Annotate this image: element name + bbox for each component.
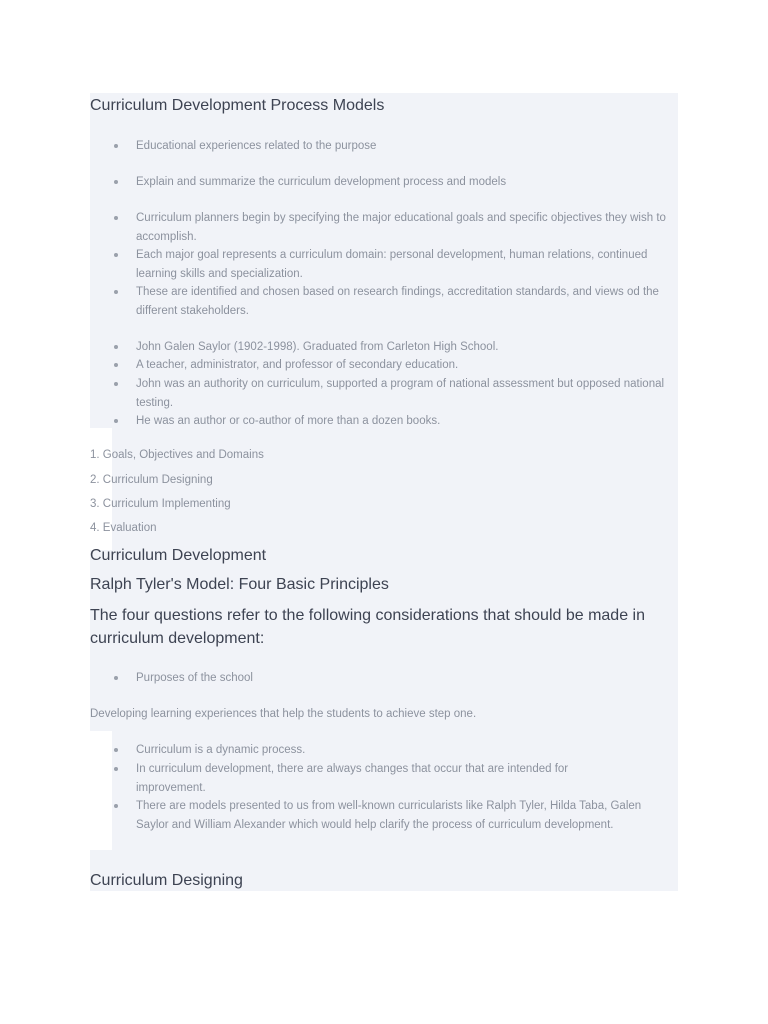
bullet-dot — [114, 345, 118, 349]
bullet-dot — [114, 144, 118, 148]
list-item: John Galen Saylor (1902-1998). Graduated from Carleton High School. — [136, 341, 499, 353]
bullet-dot — [114, 419, 118, 423]
list-item: Explain and summarize the curriculum development process and models — [136, 176, 507, 188]
subtitle-tyler-model: Ralph Tyler's Model: Four Basic Principles — [90, 576, 389, 593]
section-title-curriculum-designing: Curriculum Designing — [90, 872, 243, 889]
list-item: A teacher, administrator, and professor of secondary education. — [136, 359, 459, 371]
bullet-dot — [114, 180, 118, 184]
bullet-dot — [114, 767, 118, 771]
list-item: There are models presented to us from well-known curricularists like Ralph Tyler, Hilda Taba, Galen Saylor and William Alexander which would help clarify the process of curriculum development. — [136, 800, 642, 831]
bullet-dot — [114, 253, 118, 257]
paragraph-learning-experiences: Developing learning experiences that help the students to achieve step one. — [90, 708, 477, 720]
numbered-item-evaluation: 4. Evaluation — [90, 522, 157, 534]
bullet-dot — [114, 363, 118, 367]
bullet-dot — [114, 676, 118, 680]
bullet-dot — [114, 748, 118, 752]
bullet-dot — [114, 804, 118, 808]
list-item: Purposes of the school — [136, 672, 253, 684]
bullet-dot — [114, 382, 118, 386]
bullet-dot — [114, 216, 118, 220]
list-item: Curriculum planners begin by specifying the major educational goals and specific objectives they wish to accomplish. — [136, 212, 666, 243]
list-item: John was an authority on curriculum, supported a program of national assessment but opposed national testing. — [136, 378, 665, 409]
list-item: These are identified and chosen based on research findings, accreditation standards, and views od the different stakeholders. — [136, 286, 659, 317]
list-item: Each major goal represents a curriculum domain: personal development, human relations, continued learning skills and specialization. — [136, 249, 648, 280]
list-item: Educational experiences related to the purpose — [136, 140, 377, 152]
list-item: He was an author or co-author of more than a dozen books. — [136, 415, 441, 427]
lead-paragraph: The four questions refer to the following considerations that should be made in curriculum development: — [90, 607, 645, 647]
list-item: In curriculum development, there are always changes that occur that are intended for improvement. — [136, 763, 569, 794]
numbered-item-implementing: 3. Curriculum Implementing — [90, 498, 231, 510]
numbered-item-goals: 1. Goals, Objectives and Domains — [90, 449, 264, 461]
bullet-dot — [114, 290, 118, 294]
numbered-item-designing: 2. Curriculum Designing — [90, 474, 213, 486]
list-item: Curriculum is a dynamic process. — [136, 744, 306, 756]
section-title-curriculum-development: Curriculum Development — [90, 547, 267, 564]
section-title-process-models: Curriculum Development Process Models — [90, 97, 385, 114]
